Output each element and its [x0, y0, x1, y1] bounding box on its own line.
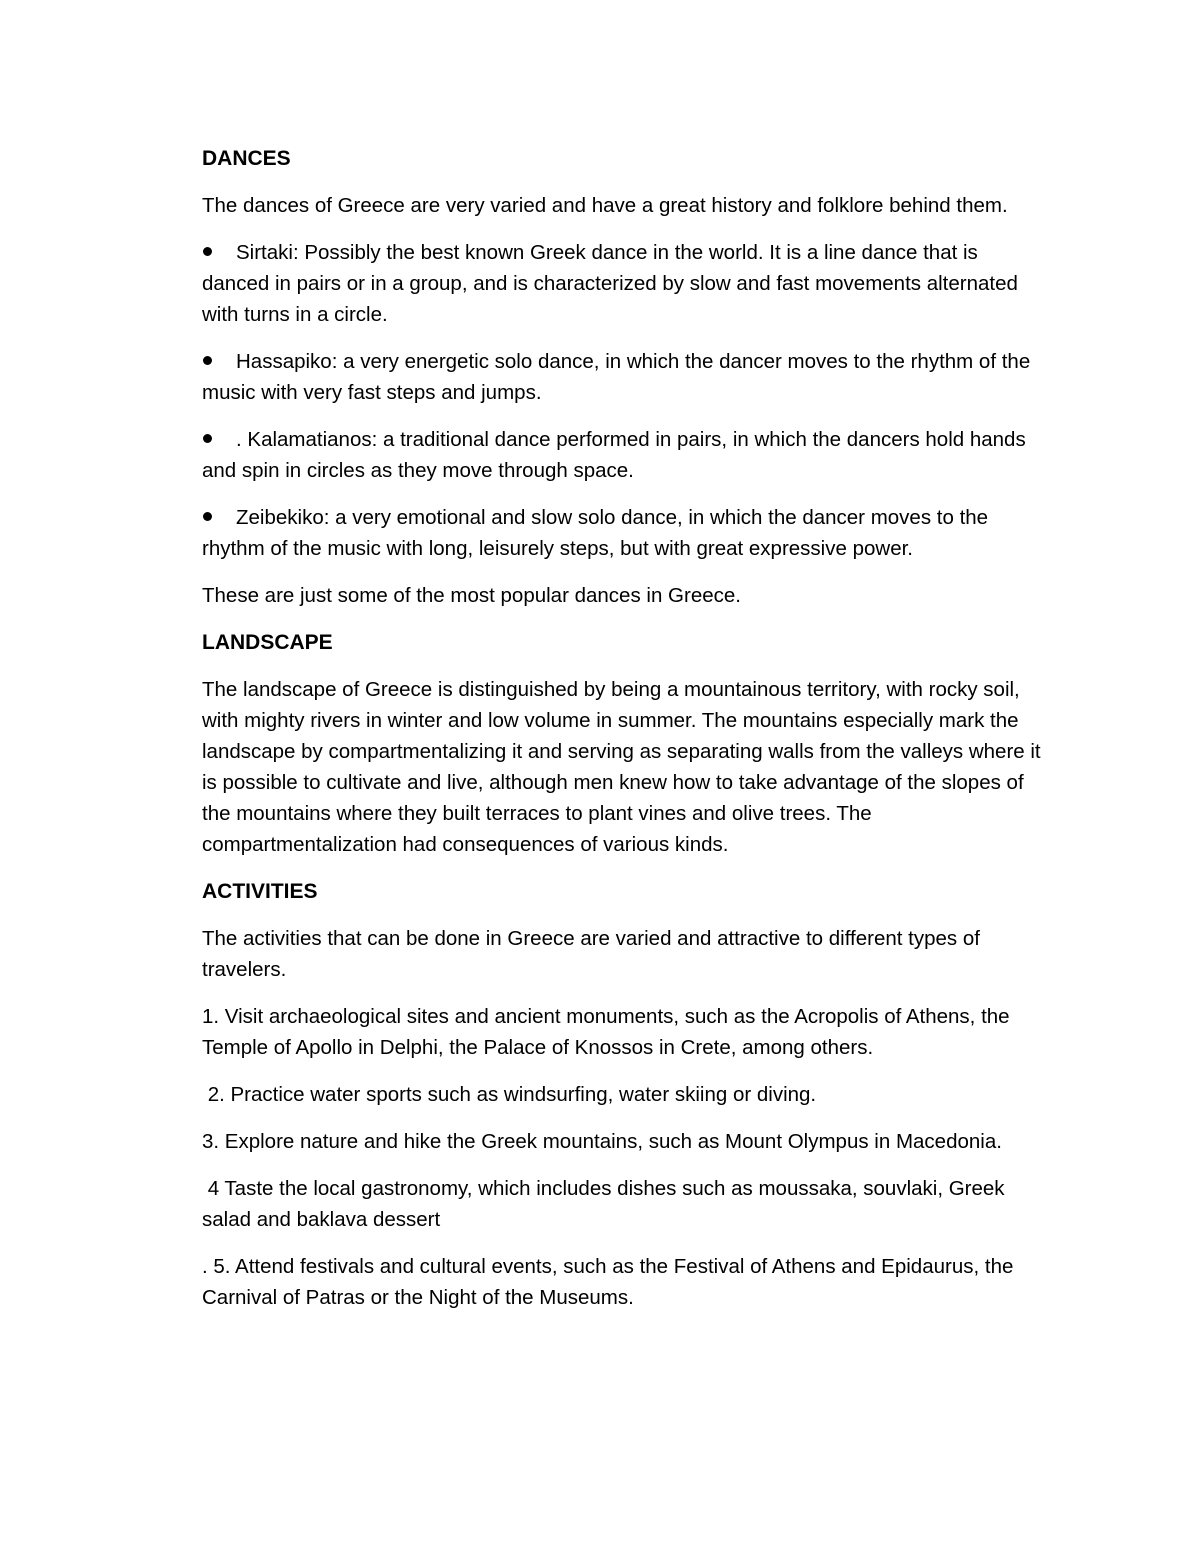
dance-bullet-text: Hassapiko: a very energetic solo dance, in which the dancer moves to the rhythm of the music with very fast steps and jumps. [202, 350, 1031, 404]
bullet-icon [203, 434, 212, 443]
dance-bullet-text: Zeibekiko: a very emotional and slow solo dance, in which the dancer moves to the rhythm of the music with long, leisurely steps, but with great expressive power. [202, 506, 989, 560]
activity-item: 3. Explore nature and hike the Greek mountains, such as Mount Olympus in Macedonia. [202, 1130, 1002, 1153]
dance-bullet-item [202, 237, 1042, 330]
dances-intro: The dances of Greece are very varied and have a great history and folklore behind them. [202, 194, 1008, 217]
activities-heading: ACTIVITIES [202, 880, 318, 903]
landscape-heading: LANDSCAPE [202, 631, 333, 654]
dance-bullet-item [202, 346, 1042, 408]
dance-bullet-item [202, 502, 1042, 564]
bullet-icon [203, 512, 212, 521]
landscape-body: The landscape of Greece is distinguished by being a mountainous territory, with rocky soil, with mighty rivers in winter and low volume in summer. The mountains especially mark the landscape by compartmentalizing it and serving as separating walls from the valleys where it is possible to cultivate and live, although men knew how to take advantage of the slopes of the mountains where they built terraces to plant vines and olive trees. The compartmentalization had consequences of various kinds. [202, 678, 1041, 856]
bullet-icon [203, 356, 212, 365]
activity-item: 2. Practice water sports such as windsurfing, water skiing or diving. [202, 1083, 817, 1106]
dances-heading: DANCES [202, 147, 291, 170]
bullet-icon [203, 247, 212, 256]
dance-bullet-item [202, 424, 1042, 486]
activity-item: 1. Visit archaeological sites and ancient monuments, such as the Acropolis of Athens, the Temple of Apollo in Delphi, the Palace of Knossos in Crete, among others. [202, 1005, 1010, 1059]
dance-bullet-text: Sirtaki: Possibly the best known Greek dance in the world. It is a line dance that is danced in pairs or in a group, and is characterized by slow and fast movements alternated with turns in a circle. [202, 241, 1018, 326]
activity-item: 4 Taste the local gastronomy, which includes dishes such as moussaka, souvlaki, Greek salad and baklava dessert [202, 1177, 1011, 1231]
dance-bullet-text: . Kalamatianos: a traditional dance performed in pairs, in which the dancers hold hands and spin in circles as they move through space. [202, 428, 1026, 482]
activities-intro: The activities that can be done in Greece are varied and attractive to different types of travelers. [202, 927, 980, 981]
activity-item: . 5. Attend festivals and cultural events, such as the Festival of Athens and Epidaurus, the Carnival of Patras or the Night of the Museums. [202, 1255, 1014, 1309]
document-page [202, 143, 1042, 1329]
dances-closing: These are just some of the most popular dances in Greece. [202, 584, 741, 607]
